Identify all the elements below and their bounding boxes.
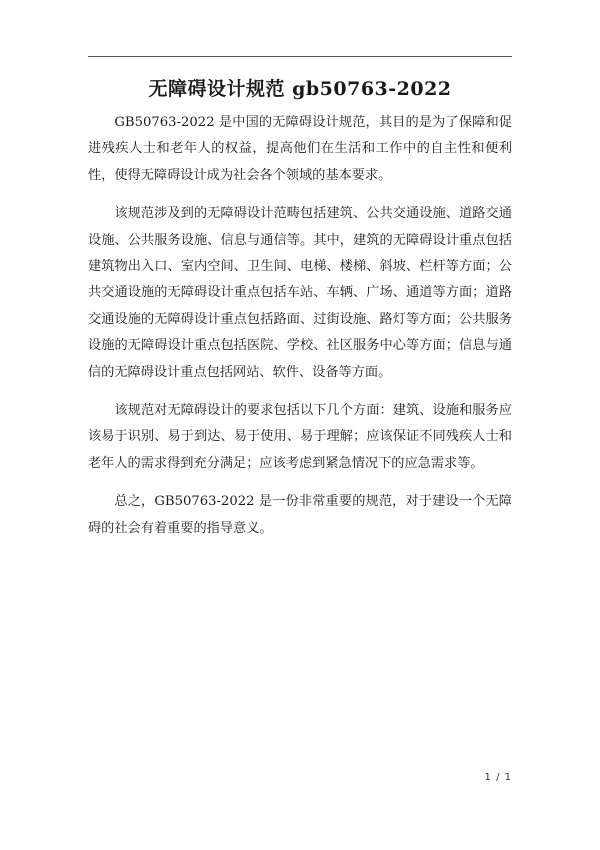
paragraph-scope: 该规范涉及到的无障碍设计范畴包括建筑、公共交通设施、道路交通设施、公共服务设施、信息与通信等。其中，建筑的无障碍设计重点包括建筑物出入口、室内空间、卫生间、电梯、楼梯、斜坡、栏杆等方面；公共交通设施的无障碍设计重点包括车站、车辆、广场、通道等方面；道路交通设施的无障碍设计重点包括路面、过街设施、路灯等方面；公共服务设施的无障碍设计重点包括医院、学校、社区服务中心等方面；信息与通信的无障碍设计重点包括网站、软件、设备等方面。 [88,206,512,380]
page-number: 1 / 1 [484,772,512,783]
paragraph-conclusion: 总之，GB50763-2022 是一份非常重要的规范，对于建设一个无障碍的社会有着重要的指导意义。 [88,494,512,536]
paragraph-intro: GB50763-2022 是中国的无障碍设计规范，其目的是为了保障和促进残疾人士和老年人的权益，提高他们在生活和工作中的自主性和便利性，使得无障碍设计成为社会各个领域的基本要求。 [88,115,512,183]
document-body [88,110,512,554]
header-rule [88,56,512,57]
document-title: 无障碍设计规范 gb50763-2022 [148,78,452,100]
paragraph-requirements: 该规范对无障碍设计的要求包括以下几个方面：建筑、设施和服务应该易于识别、易于到达、易于使用、易于理解；应该保证不同残疾人士和老年人的需求得到充分满足；应该考虑到紧急情况下的应急需求等。 [88,403,512,471]
